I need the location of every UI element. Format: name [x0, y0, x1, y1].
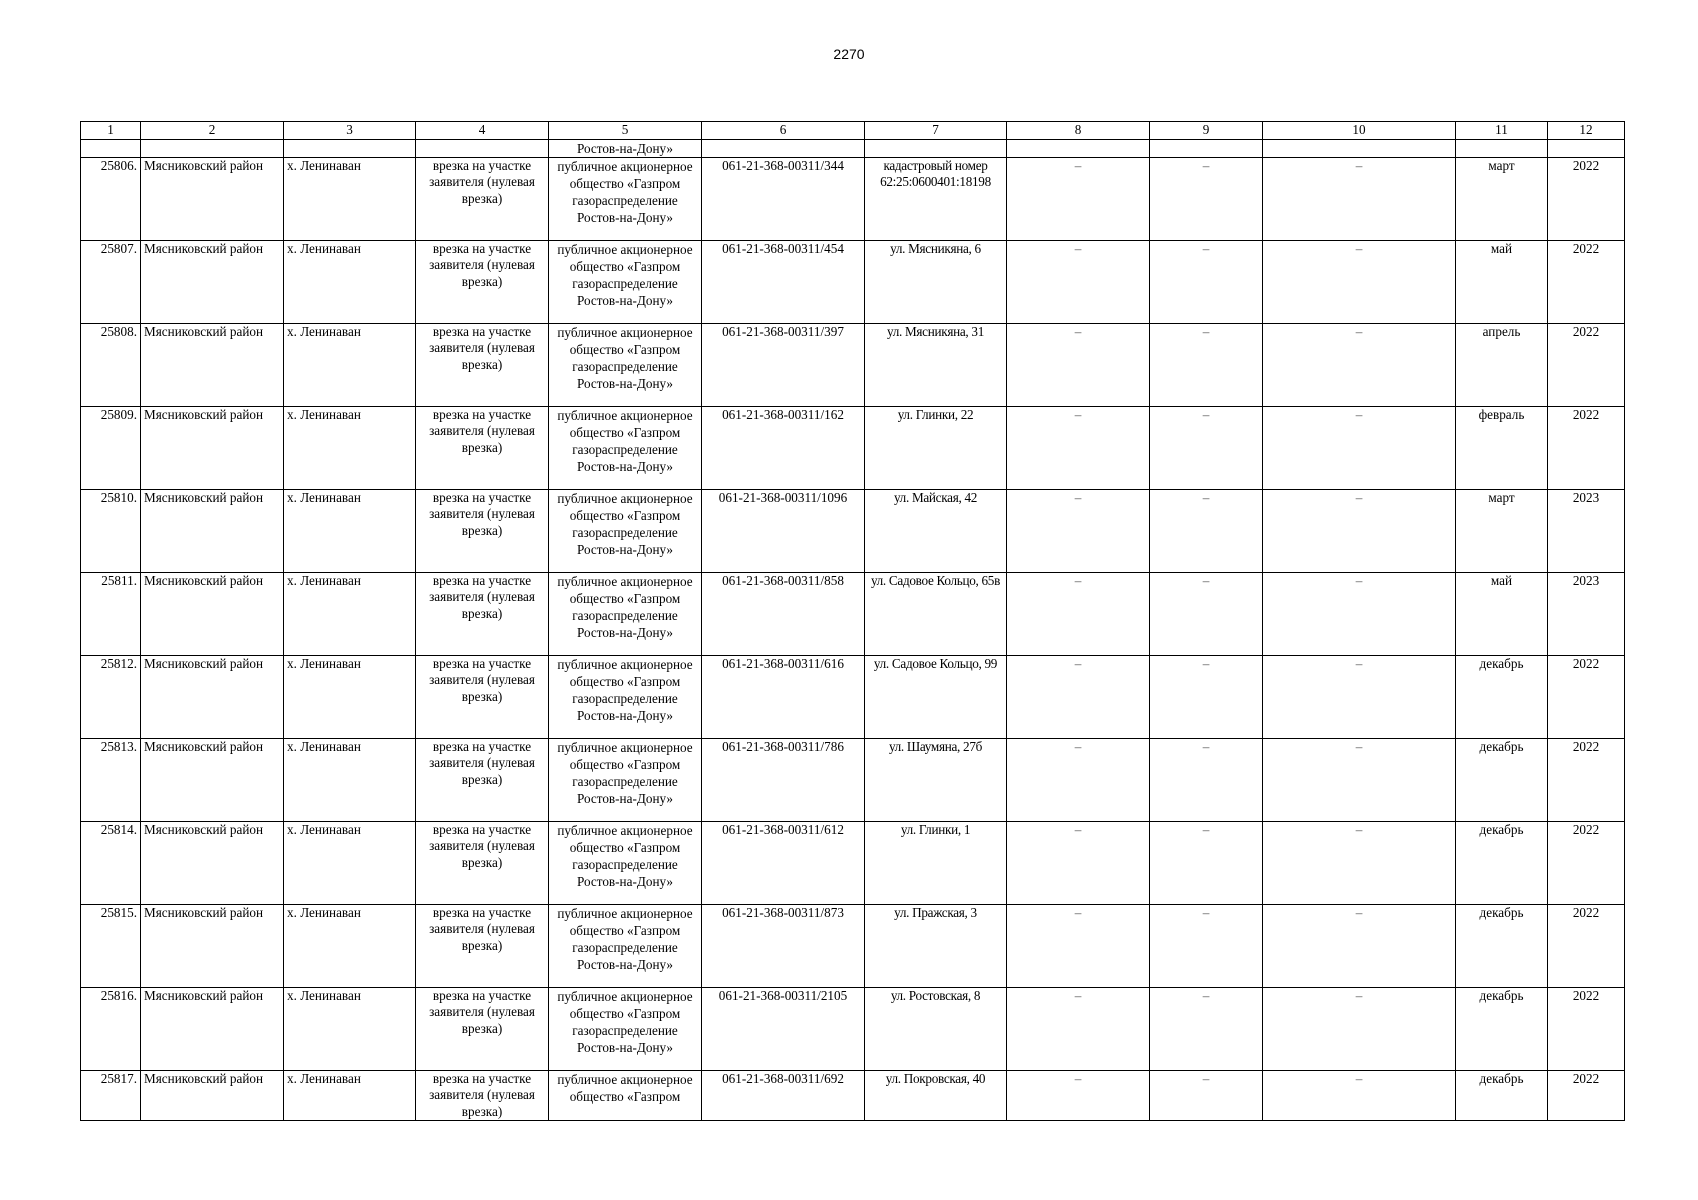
address-cell: ул. Садовое Кольцо, 65в [865, 572, 1007, 655]
district-cell: Мясниковский район [141, 489, 284, 572]
year-cell: 2022 [1548, 738, 1625, 821]
empty-cell-8: – [1007, 821, 1150, 904]
code-cell: 061-21-368-00311/2105 [702, 987, 865, 1070]
owner-cell: публичное акционерное общество «Газпром газораспределение Ростов-на-Дону» [549, 572, 702, 655]
row-number: 25810. [81, 489, 141, 572]
row-number: 25814. [81, 821, 141, 904]
table-cell [1150, 139, 1263, 157]
code-cell: 061-21-368-00311/162 [702, 406, 865, 489]
table-row [81, 821, 1625, 904]
empty-cell-9: – [1150, 655, 1263, 738]
row-number: 25809. [81, 406, 141, 489]
column-header: 7 [865, 122, 1007, 140]
table-row [81, 1070, 1625, 1121]
empty-cell-8: – [1007, 738, 1150, 821]
connection-type-cell: врезка на участке заявителя (нулевая врезка) [416, 1070, 549, 1121]
address-cell: ул. Глинки, 1 [865, 821, 1007, 904]
owner-cell: публичное акционерное общество «Газпром газораспределение Ростов-на-Дону» [549, 406, 702, 489]
continuation-row [81, 139, 1625, 157]
code-cell: 061-21-368-00311/692 [702, 1070, 865, 1121]
district-cell: Мясниковский район [141, 323, 284, 406]
row-number: 25817. [81, 1070, 141, 1121]
locality-cell: х. Ленинаван [284, 406, 416, 489]
table-row [81, 157, 1625, 240]
year-cell: 2022 [1548, 406, 1625, 489]
column-header: 6 [702, 122, 865, 140]
table-row [81, 655, 1625, 738]
owner-cell: публичное акционерное общество «Газпром газораспределение Ростов-на-Дону» [549, 738, 702, 821]
row-number: 25816. [81, 987, 141, 1070]
empty-cell-9: – [1150, 821, 1263, 904]
year-cell: 2022 [1548, 323, 1625, 406]
empty-cell-9: – [1150, 987, 1263, 1070]
connection-type-cell: врезка на участке заявителя (нулевая врезка) [416, 489, 549, 572]
empty-cell-9: – [1150, 904, 1263, 987]
connection-type-cell: врезка на участке заявителя (нулевая врезка) [416, 655, 549, 738]
column-header-row [81, 122, 1625, 140]
connection-type-cell: врезка на участке заявителя (нулевая врезка) [416, 904, 549, 987]
locality-cell: х. Ленинаван [284, 157, 416, 240]
row-number: 25807. [81, 240, 141, 323]
owner-cell: публичное акционерное общество «Газпром газораспределение Ростов-на-Дону» [549, 157, 702, 240]
locality-cell: х. Ленинаван [284, 655, 416, 738]
empty-cell-10: – [1263, 1070, 1456, 1121]
address-cell: ул. Ростовская, 8 [865, 987, 1007, 1070]
year-cell: 2022 [1548, 157, 1625, 240]
empty-cell-9: – [1150, 406, 1263, 489]
owner-cell: публичное акционерное общество «Газпром газораспределение Ростов-на-Дону» [549, 489, 702, 572]
district-cell: Мясниковский район [141, 572, 284, 655]
address-cell: ул. Майская, 42 [865, 489, 1007, 572]
month-cell: май [1456, 240, 1548, 323]
connection-type-cell: врезка на участке заявителя (нулевая врезка) [416, 406, 549, 489]
month-cell: март [1456, 489, 1548, 572]
month-cell: март [1456, 157, 1548, 240]
district-cell: Мясниковский район [141, 987, 284, 1070]
code-cell: 061-21-368-00311/397 [702, 323, 865, 406]
connection-type-cell: врезка на участке заявителя (нулевая врезка) [416, 572, 549, 655]
owner-cell: публичное акционерное общество «Газпром газораспределение Ростов-на-Дону» [549, 323, 702, 406]
month-cell: февраль [1456, 406, 1548, 489]
row-number: 25808. [81, 323, 141, 406]
empty-cell-9: – [1150, 738, 1263, 821]
empty-cell-10: – [1263, 904, 1456, 987]
page-number: 2270 [833, 46, 865, 62]
code-cell: 061-21-368-00311/873 [702, 904, 865, 987]
table-cell [81, 139, 141, 157]
month-cell: декабрь [1456, 821, 1548, 904]
row-number: 25815. [81, 904, 141, 987]
row-number: 25811. [81, 572, 141, 655]
month-cell: декабрь [1456, 1070, 1548, 1121]
owner-cell: публичное акционерное общество «Газпром [549, 1070, 702, 1121]
year-cell: 2022 [1548, 655, 1625, 738]
empty-cell-10: – [1263, 821, 1456, 904]
table-row [81, 904, 1625, 987]
empty-cell-10: – [1263, 655, 1456, 738]
table-row [81, 323, 1625, 406]
district-cell: Мясниковский район [141, 738, 284, 821]
empty-cell-10: – [1263, 240, 1456, 323]
empty-cell-10: – [1263, 987, 1456, 1070]
district-cell: Мясниковский район [141, 240, 284, 323]
code-cell: 061-21-368-00311/786 [702, 738, 865, 821]
year-cell: 2022 [1548, 904, 1625, 987]
column-header: 5 [549, 122, 702, 140]
table-row [81, 987, 1625, 1070]
month-cell: декабрь [1456, 904, 1548, 987]
table-row [81, 738, 1625, 821]
empty-cell-8: – [1007, 904, 1150, 987]
month-cell: декабрь [1456, 655, 1548, 738]
empty-cell-8: – [1007, 1070, 1150, 1121]
column-header: 12 [1548, 122, 1625, 140]
locality-cell: х. Ленинаван [284, 821, 416, 904]
locality-cell: х. Ленинаван [284, 323, 416, 406]
code-cell: 061-21-368-00311/454 [702, 240, 865, 323]
table-cell [1456, 139, 1548, 157]
connection-type-cell: врезка на участке заявителя (нулевая врезка) [416, 240, 549, 323]
row-number: 25812. [81, 655, 141, 738]
month-cell: декабрь [1456, 987, 1548, 1070]
empty-cell-10: – [1263, 489, 1456, 572]
district-cell: Мясниковский район [141, 904, 284, 987]
owner-cell: публичное акционерное общество «Газпром газораспределение Ростов-на-Дону» [549, 240, 702, 323]
year-cell: 2023 [1548, 489, 1625, 572]
column-header: 1 [81, 122, 141, 140]
table-row [81, 572, 1625, 655]
district-cell: Мясниковский район [141, 1070, 284, 1121]
column-header: 4 [416, 122, 549, 140]
table-cell [416, 139, 549, 157]
locality-cell: х. Ленинаван [284, 738, 416, 821]
empty-cell-8: – [1007, 572, 1150, 655]
table-cell [141, 139, 284, 157]
district-cell: Мясниковский район [141, 406, 284, 489]
connection-type-cell: врезка на участке заявителя (нулевая врезка) [416, 821, 549, 904]
row-number: 25813. [81, 738, 141, 821]
connection-type-cell: врезка на участке заявителя (нулевая врезка) [416, 323, 549, 406]
gas-connection-table [80, 121, 1625, 1121]
row-number: 25806. [81, 157, 141, 240]
address-cell: кадастровый номер 62:25:0600401:18198 [865, 157, 1007, 240]
code-cell: 061-21-368-00311/344 [702, 157, 865, 240]
empty-cell-8: – [1007, 240, 1150, 323]
empty-cell-8: – [1007, 489, 1150, 572]
code-cell: 061-21-368-00311/1096 [702, 489, 865, 572]
locality-cell: х. Ленинаван [284, 987, 416, 1070]
empty-cell-8: – [1007, 406, 1150, 489]
table-cell [1548, 139, 1625, 157]
column-header: 11 [1456, 122, 1548, 140]
locality-cell: х. Ленинаван [284, 572, 416, 655]
column-header: 3 [284, 122, 416, 140]
address-cell: ул. Мясникяна, 6 [865, 240, 1007, 323]
owner-cell: публичное акционерное общество «Газпром газораспределение Ростов-на-Дону» [549, 987, 702, 1070]
column-header: 10 [1263, 122, 1456, 140]
empty-cell-10: – [1263, 323, 1456, 406]
column-header: 8 [1007, 122, 1150, 140]
locality-cell: х. Ленинаван [284, 1070, 416, 1121]
address-cell: ул. Мясникяна, 31 [865, 323, 1007, 406]
owner-cell: публичное акционерное общество «Газпром газораспределение Ростов-на-Дону» [549, 655, 702, 738]
locality-cell: х. Ленинаван [284, 489, 416, 572]
address-cell: ул. Садовое Кольцо, 99 [865, 655, 1007, 738]
empty-cell-8: – [1007, 655, 1150, 738]
locality-cell: х. Ленинаван [284, 904, 416, 987]
table-cell [865, 139, 1007, 157]
address-cell: ул. Глинки, 22 [865, 406, 1007, 489]
connection-type-cell: врезка на участке заявителя (нулевая врезка) [416, 157, 549, 240]
month-cell: апрель [1456, 323, 1548, 406]
empty-cell-10: – [1263, 406, 1456, 489]
table-cell [284, 139, 416, 157]
empty-cell-9: – [1150, 572, 1263, 655]
district-cell: Мясниковский район [141, 821, 284, 904]
code-cell: 061-21-368-00311/616 [702, 655, 865, 738]
table-row [81, 240, 1625, 323]
empty-cell-8: – [1007, 987, 1150, 1070]
empty-cell-9: – [1150, 489, 1263, 572]
month-cell: декабрь [1456, 738, 1548, 821]
empty-cell-9: – [1150, 1070, 1263, 1121]
month-cell: май [1456, 572, 1548, 655]
empty-cell-9: – [1150, 323, 1263, 406]
year-cell: 2022 [1548, 1070, 1625, 1121]
address-cell: ул. Покровская, 40 [865, 1070, 1007, 1121]
table-cell [1007, 139, 1150, 157]
column-header: 2 [141, 122, 284, 140]
year-cell: 2022 [1548, 987, 1625, 1070]
address-cell: ул. Шаумяна, 27б [865, 738, 1007, 821]
empty-cell-8: – [1007, 157, 1150, 240]
district-cell: Мясниковский район [141, 157, 284, 240]
year-cell: 2022 [1548, 240, 1625, 323]
empty-cell-9: – [1150, 157, 1263, 240]
district-cell: Мясниковский район [141, 655, 284, 738]
address-cell: ул. Пражская, 3 [865, 904, 1007, 987]
column-header: 9 [1150, 122, 1263, 140]
table-row [81, 489, 1625, 572]
empty-cell-10: – [1263, 572, 1456, 655]
connection-type-cell: врезка на участке заявителя (нулевая врезка) [416, 987, 549, 1070]
empty-cell-9: – [1150, 240, 1263, 323]
empty-cell-10: – [1263, 738, 1456, 821]
empty-cell-8: – [1007, 323, 1150, 406]
locality-cell: х. Ленинаван [284, 240, 416, 323]
table-row [81, 406, 1625, 489]
owner-cell: публичное акционерное общество «Газпром газораспределение Ростов-на-Дону» [549, 904, 702, 987]
connection-type-cell: врезка на участке заявителя (нулевая врезка) [416, 738, 549, 821]
code-cell: 061-21-368-00311/612 [702, 821, 865, 904]
owner-cell: публичное акционерное общество «Газпром газораспределение Ростов-на-Дону» [549, 821, 702, 904]
code-cell: 061-21-368-00311/858 [702, 572, 865, 655]
year-cell: 2022 [1548, 821, 1625, 904]
table-cell [1263, 139, 1456, 157]
continuation-text: Ростов-на-Дону» [549, 139, 702, 157]
table-cell [702, 139, 865, 157]
year-cell: 2023 [1548, 572, 1625, 655]
empty-cell-10: – [1263, 157, 1456, 240]
